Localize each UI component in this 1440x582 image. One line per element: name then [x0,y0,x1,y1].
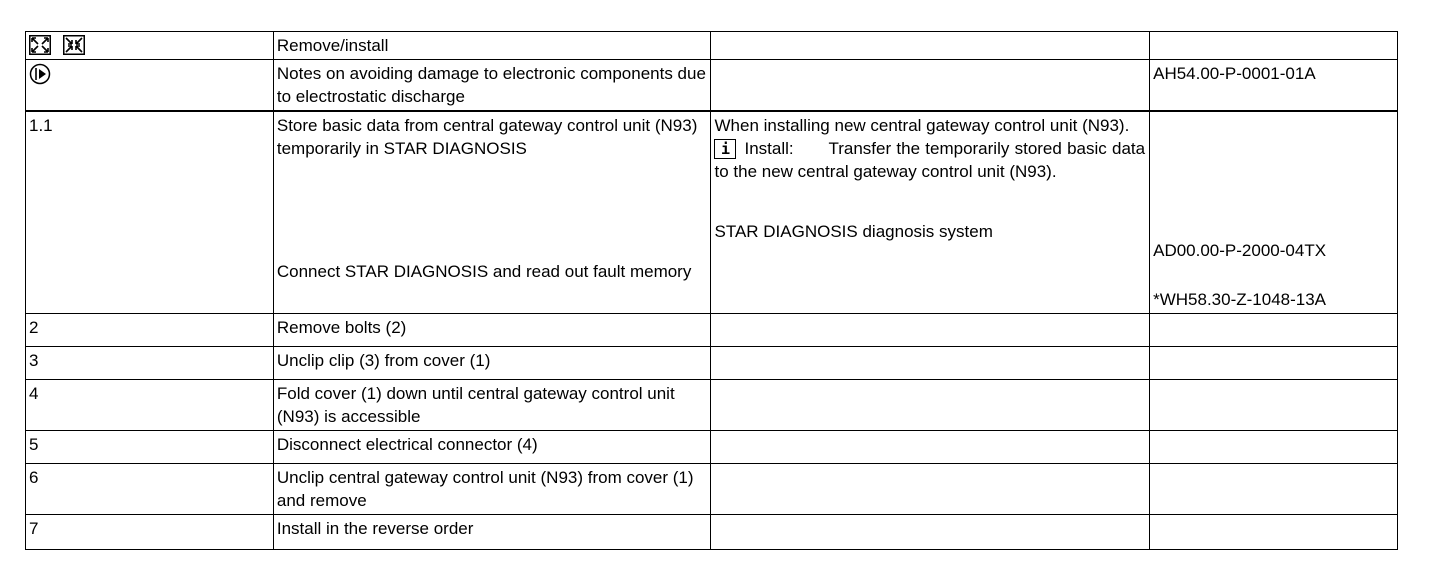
step-number: 3 [26,347,274,380]
step-ref-cell [1150,347,1398,380]
step-note-cell [711,347,1150,380]
step-number: 6 [26,464,274,515]
step-ref-cell [1150,314,1398,347]
step-action: Disconnect electrical connector (4) [273,431,711,464]
collapse-icon[interactable] [63,35,85,55]
install-text: Transfer the temporarily stored basic data to the new central gateway control unit (N93). [714,139,1146,181]
step-action: Fold cover (1) down until central gateway control unit (N93) is accessible [273,380,711,431]
step-note-cell [711,111,1150,314]
step-action: Store basic data from central gateway control unit (N93) temporarily in STAR DIAGNOSIS [276,116,698,158]
step-number: 1.1 [26,111,274,314]
notes-empty-cell [711,60,1150,112]
header-title: Remove/install [273,32,711,60]
step-row [26,431,1398,464]
step-ref-cell [1150,111,1398,314]
step-number: 2 [26,314,274,347]
step-ref-cell [1150,464,1398,515]
notes-icon-cell [26,60,274,112]
step-ref-cell [1150,515,1398,550]
step-note-cell [711,380,1150,431]
step-row [26,515,1398,550]
step-row [26,380,1398,431]
step-number: 4 [26,380,274,431]
step-note: When installing new central gateway control unit (N93). [714,116,1130,135]
header-icons-cell [26,32,274,60]
header-row [26,32,1398,60]
header-empty-ref-cell [1150,32,1398,60]
notes-row [26,60,1398,112]
step-ref-cell [1150,431,1398,464]
step-number: 7 [26,515,274,550]
expand-icon[interactable] [29,35,51,55]
step-note-cell [711,431,1150,464]
step-note: STAR DIAGNOSIS diagnosis system [714,222,993,241]
step-ref[interactable]: AD00.00-P-2000-04TX [1153,241,1327,260]
step-ref-cell [1150,380,1398,431]
procedure-table [25,31,1398,550]
step-action: Connect STAR DIAGNOSIS and read out fault memory [276,262,692,281]
step-note-cell [711,464,1150,515]
electrostatic-notes-icon[interactable] [29,63,51,85]
info-icon: i [714,139,736,159]
step-note-cell [711,314,1150,347]
notes-ref[interactable]: AH54.00-P-0001-01A [1150,60,1398,112]
step-action: Remove bolts (2) [273,314,711,347]
step-row [26,347,1398,380]
step-row [26,464,1398,515]
install-label: Install: [744,139,794,158]
notes-text: Notes on avoiding damage to electronic components due to electrostatic discharge [273,60,711,112]
step-row [26,314,1398,347]
step-action: Unclip central gateway control unit (N93) from cover (1) and remove [273,464,711,515]
step-action: Unclip clip (3) from cover (1) [273,347,711,380]
step-action-cell [273,111,711,314]
step-note-cell [711,515,1150,550]
header-empty-cell [711,32,1150,60]
step-ref[interactable]: *WH58.30-Z-1048-13A [1153,290,1327,309]
step-action: Install in the reverse order [273,515,711,550]
step-number: 5 [26,431,274,464]
step-row [26,111,1398,314]
